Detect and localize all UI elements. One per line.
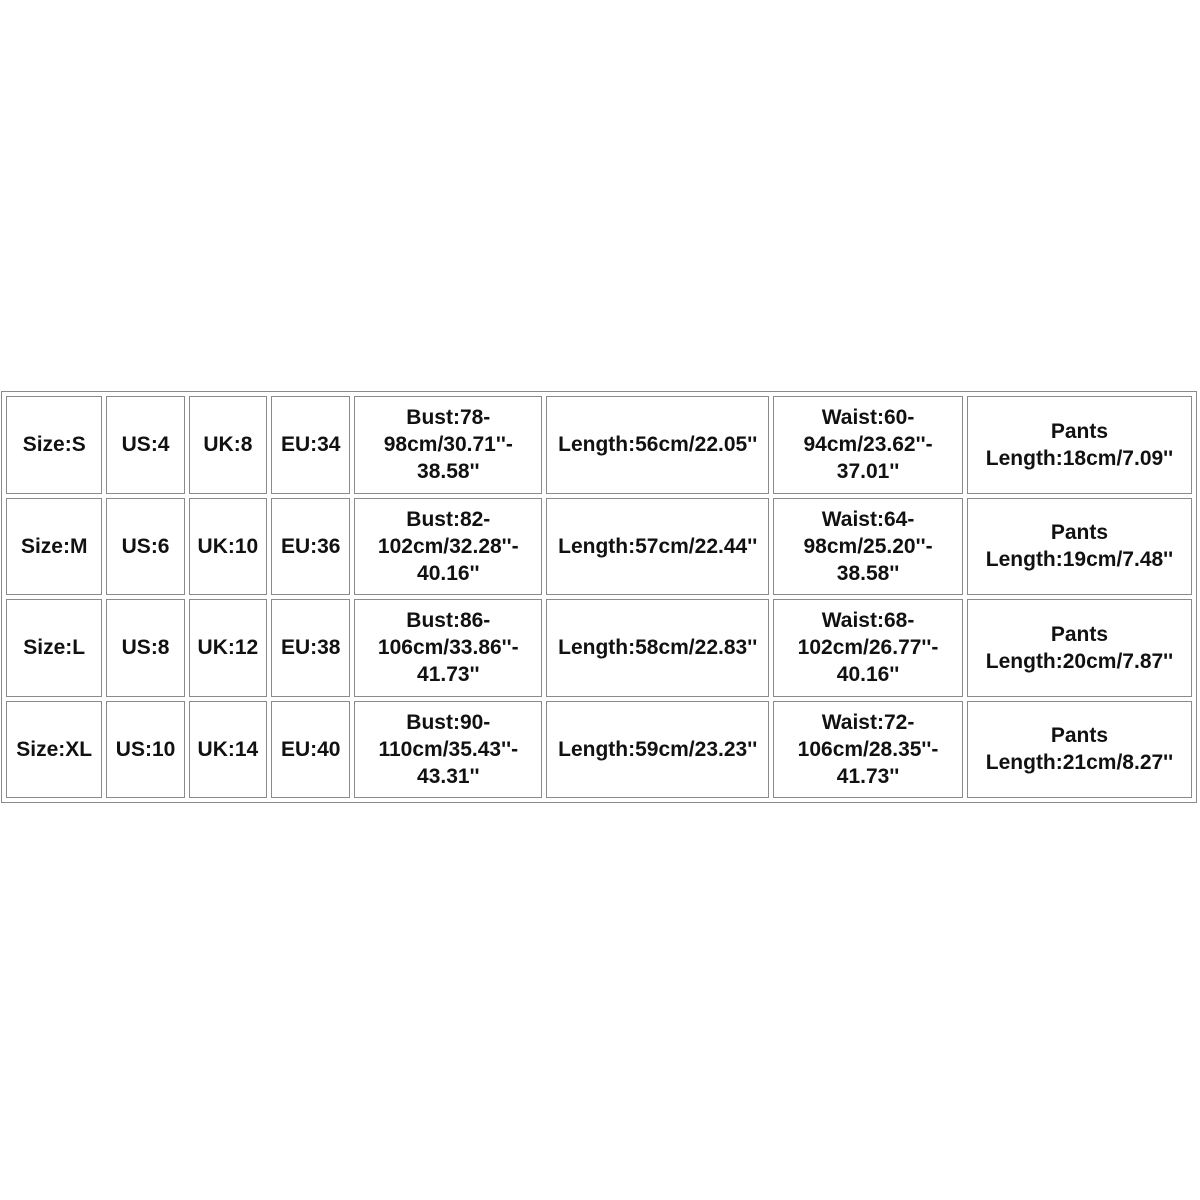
bust-cell: Bust:90- 110cm/35.43''- 43.31'' bbox=[354, 701, 542, 799]
table-row bbox=[6, 498, 1192, 596]
eu-size-cell: EU:36 bbox=[271, 498, 350, 596]
eu-size-cell: EU:40 bbox=[271, 701, 350, 799]
uk-size-cell: UK:14 bbox=[189, 701, 267, 799]
length-cell: Length:56cm/22.05'' bbox=[546, 396, 769, 494]
eu-size-cell: EU:34 bbox=[271, 396, 350, 494]
bust-cell: Bust:82- 102cm/32.28''- 40.16'' bbox=[354, 498, 542, 596]
uk-size-cell: UK:10 bbox=[189, 498, 267, 596]
size-cell: Size:L bbox=[6, 599, 102, 697]
waist-cell: Waist:60- 94cm/23.62''- 37.01'' bbox=[773, 396, 963, 494]
size-cell: Size:S bbox=[6, 396, 102, 494]
length-cell: Length:58cm/22.83'' bbox=[546, 599, 769, 697]
uk-size-cell: UK:12 bbox=[189, 599, 267, 697]
us-size-cell: US:8 bbox=[106, 599, 184, 697]
size-chart-table bbox=[1, 391, 1197, 803]
uk-size-cell: UK:8 bbox=[189, 396, 267, 494]
pants-length-cell: Pants Length:18cm/7.09'' bbox=[967, 396, 1192, 494]
bust-cell: Bust:78- 98cm/30.71''- 38.58'' bbox=[354, 396, 542, 494]
pants-length-cell: Pants Length:21cm/8.27'' bbox=[967, 701, 1192, 799]
pants-length-cell: Pants Length:19cm/7.48'' bbox=[967, 498, 1192, 596]
size-cell: Size:M bbox=[6, 498, 102, 596]
us-size-cell: US:6 bbox=[106, 498, 184, 596]
us-size-cell: US:4 bbox=[106, 396, 184, 494]
length-cell: Length:57cm/22.44'' bbox=[546, 498, 769, 596]
table-row bbox=[6, 396, 1192, 494]
table-row bbox=[6, 599, 1192, 697]
waist-cell: Waist:72- 106cm/28.35''- 41.73'' bbox=[773, 701, 963, 799]
waist-cell: Waist:64- 98cm/25.20''- 38.58'' bbox=[773, 498, 963, 596]
size-cell: Size:XL bbox=[6, 701, 102, 799]
table-row bbox=[6, 701, 1192, 799]
waist-cell: Waist:68- 102cm/26.77''- 40.16'' bbox=[773, 599, 963, 697]
eu-size-cell: EU:38 bbox=[271, 599, 350, 697]
length-cell: Length:59cm/23.23'' bbox=[546, 701, 769, 799]
bust-cell: Bust:86- 106cm/33.86''- 41.73'' bbox=[354, 599, 542, 697]
us-size-cell: US:10 bbox=[106, 701, 184, 799]
pants-length-cell: Pants Length:20cm/7.87'' bbox=[967, 599, 1192, 697]
